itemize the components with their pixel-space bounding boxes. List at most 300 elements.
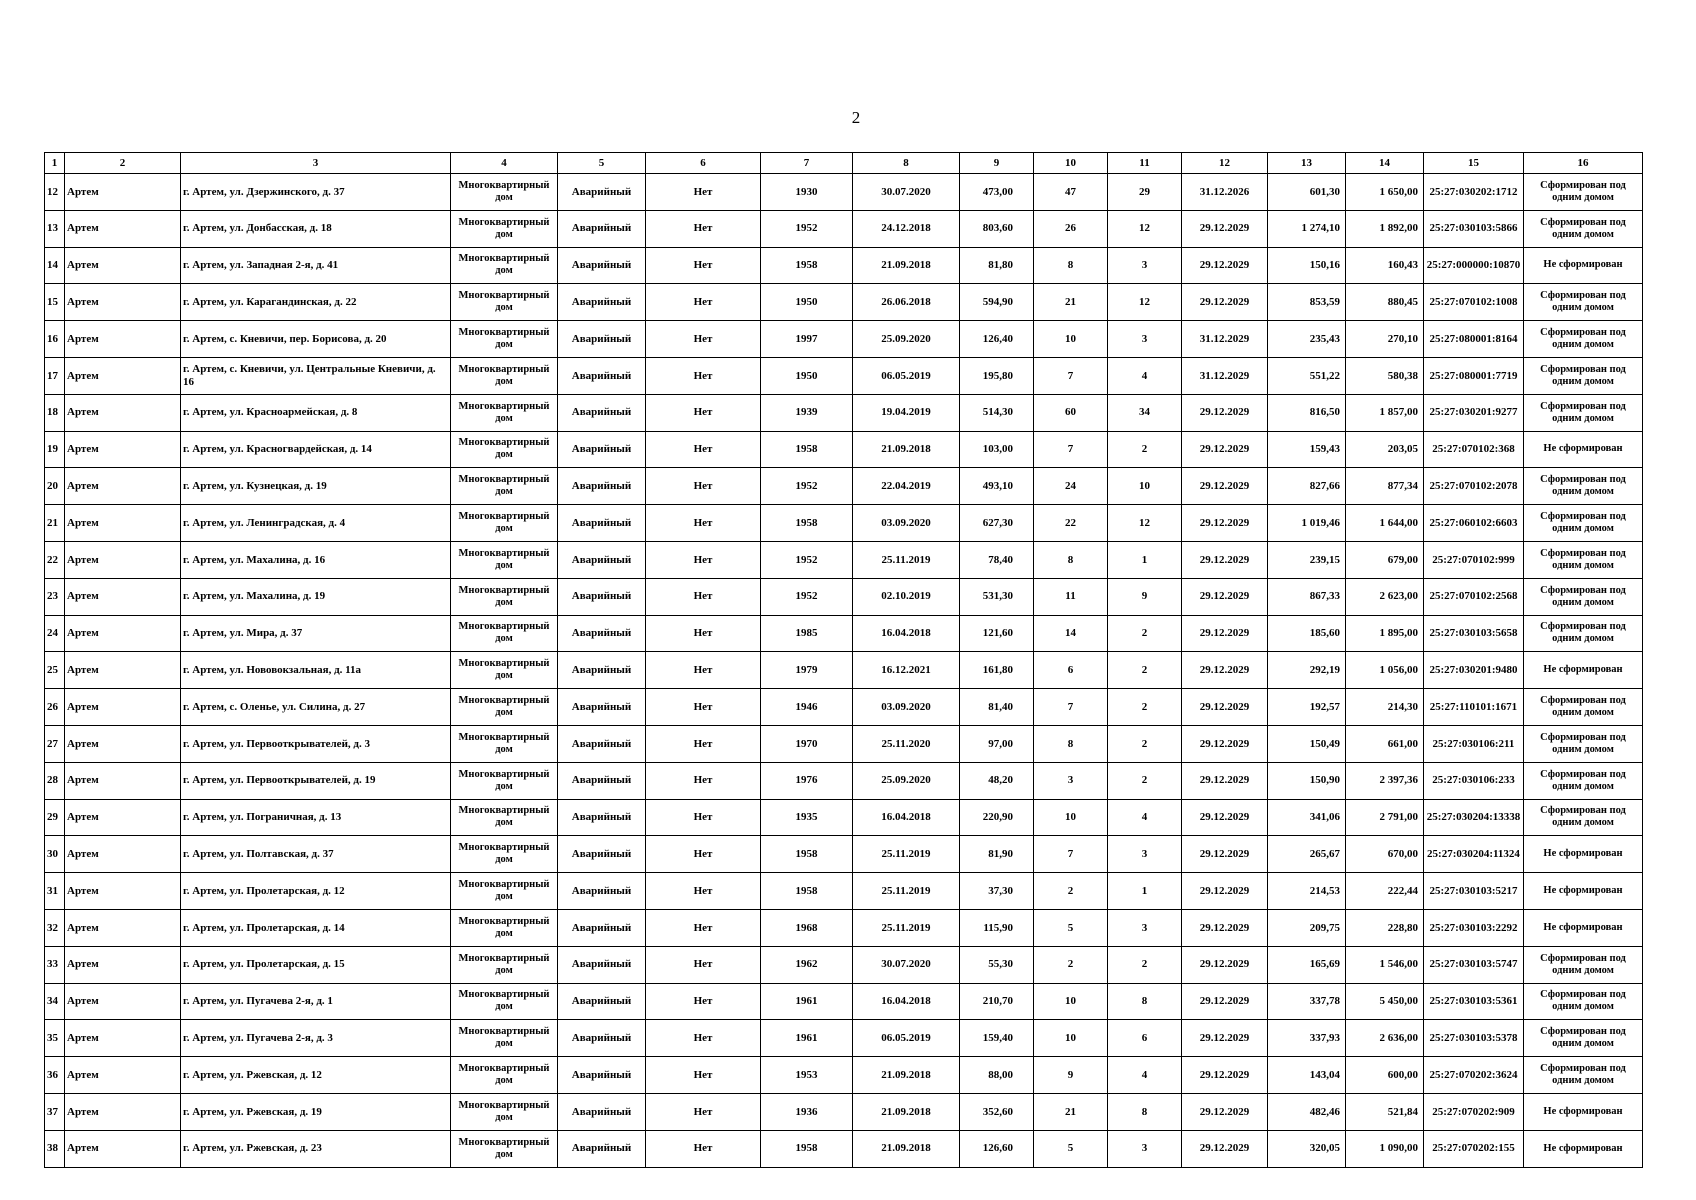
table-cell: 29.12.2029: [1182, 983, 1268, 1020]
table-cell: 25:27:030201:9480: [1424, 652, 1524, 689]
table-cell: 150,49: [1268, 725, 1346, 762]
table-cell: 143,04: [1268, 1057, 1346, 1094]
table-row: [45, 541, 1643, 578]
table-cell: 12: [1108, 284, 1182, 321]
table-cell: г. Артем, ул. Первооткрывателей, д. 3: [181, 725, 451, 762]
table-cell: 31.12.2026: [1182, 174, 1268, 211]
table-cell: 25:27:030103:5658: [1424, 615, 1524, 652]
table-cell: 14: [1034, 615, 1108, 652]
table-cell: Нет: [646, 725, 761, 762]
table-cell: Сформирован под одним домом: [1524, 505, 1643, 542]
table-cell: 25:27:030204:13338: [1424, 799, 1524, 836]
table-cell: 29.12.2029: [1182, 431, 1268, 468]
table-cell: 473,00: [960, 174, 1034, 211]
table-cell: 627,30: [960, 505, 1034, 542]
table-cell: Нет: [646, 431, 761, 468]
table-cell: 25:27:030103:5361: [1424, 983, 1524, 1020]
table-cell: 29.12.2029: [1182, 210, 1268, 247]
table-cell: 1961: [761, 1020, 853, 1057]
table-cell: 38: [45, 1130, 65, 1167]
table-cell: Многоквартирный дом: [451, 541, 558, 578]
table-cell: 31.12.2029: [1182, 321, 1268, 358]
table-cell: 7: [1034, 689, 1108, 726]
table-cell: 1950: [761, 357, 853, 394]
table-row: [45, 1057, 1643, 1094]
table-cell: 29.12.2029: [1182, 725, 1268, 762]
table-cell: 25.11.2019: [853, 836, 960, 873]
table-cell: 827,66: [1268, 468, 1346, 505]
table-cell: 8: [1034, 541, 1108, 578]
table-cell: 29.12.2029: [1182, 578, 1268, 615]
table-cell: 29.12.2029: [1182, 615, 1268, 652]
table-cell: 239,15: [1268, 541, 1346, 578]
table-cell: 37: [45, 1093, 65, 1130]
table-cell: 9: [1034, 1057, 1108, 1094]
table-cell: 25.11.2019: [853, 909, 960, 946]
table-cell: 29.12.2029: [1182, 1093, 1268, 1130]
table-cell: 2: [1034, 873, 1108, 910]
table-cell: 21: [45, 505, 65, 542]
column-header-5: 5: [558, 153, 646, 174]
table-cell: 192,57: [1268, 689, 1346, 726]
table-cell: 29.12.2029: [1182, 247, 1268, 284]
table-cell: 2: [1034, 946, 1108, 983]
table-cell: 25: [45, 652, 65, 689]
table-row: [45, 689, 1643, 726]
table-cell: 24.12.2018: [853, 210, 960, 247]
table-row: [45, 1130, 1643, 1167]
table-cell: 29.12.2029: [1182, 946, 1268, 983]
table-cell: 33: [45, 946, 65, 983]
table-cell: 81,80: [960, 247, 1034, 284]
table-cell: 21: [1034, 284, 1108, 321]
table-cell: 8: [1034, 247, 1108, 284]
table-cell: 1 546,00: [1346, 946, 1424, 983]
table-cell: Не сформирован: [1524, 247, 1643, 284]
table-cell: 30: [45, 836, 65, 873]
table-cell: 103,00: [960, 431, 1034, 468]
table-cell: 21.09.2018: [853, 431, 960, 468]
table-row: [45, 210, 1643, 247]
table-cell: 4: [1108, 1057, 1182, 1094]
table-cell: 36: [45, 1057, 65, 1094]
table-cell: 29: [45, 799, 65, 836]
table-cell: Многоквартирный дом: [451, 210, 558, 247]
table-row: [45, 321, 1643, 358]
table-cell: 60: [1034, 394, 1108, 431]
table-cell: Многоквартирный дом: [451, 468, 558, 505]
table-cell: Аварийный: [558, 505, 646, 542]
table-cell: 25:27:030103:2292: [1424, 909, 1524, 946]
table-cell: 24: [1034, 468, 1108, 505]
table-cell: 78,40: [960, 541, 1034, 578]
table-body: [45, 174, 1643, 1168]
table-cell: 3: [1108, 1130, 1182, 1167]
table-cell: г. Артем, ул. Пролетарская, д. 15: [181, 946, 451, 983]
table-row: [45, 284, 1643, 321]
table-cell: 21.09.2018: [853, 1057, 960, 1094]
table-cell: 126,40: [960, 321, 1034, 358]
table-cell: Сформирован под одним домом: [1524, 1020, 1643, 1057]
table-cell: Нет: [646, 357, 761, 394]
table-cell: 29.12.2029: [1182, 873, 1268, 910]
table-cell: 25:27:030202:1712: [1424, 174, 1524, 211]
table-cell: 2: [1108, 689, 1182, 726]
table-cell: Нет: [646, 1020, 761, 1057]
table-cell: г. Артем, ул. Ржевская, д. 12: [181, 1057, 451, 1094]
table-row: [45, 1020, 1643, 1057]
table-cell: 292,19: [1268, 652, 1346, 689]
table-cell: Артем: [65, 725, 181, 762]
table-cell: 1 090,00: [1346, 1130, 1424, 1167]
table-cell: Нет: [646, 1057, 761, 1094]
table-cell: 4: [1108, 357, 1182, 394]
table-cell: 26: [1034, 210, 1108, 247]
table-cell: 1 857,00: [1346, 394, 1424, 431]
table-cell: 10: [1034, 321, 1108, 358]
table-cell: Артем: [65, 652, 181, 689]
table-cell: Артем: [65, 394, 181, 431]
column-header-7: 7: [761, 153, 853, 174]
table-row: [45, 873, 1643, 910]
table-cell: 1 895,00: [1346, 615, 1424, 652]
table-cell: г. Артем, ул. Западная 2-я, д. 41: [181, 247, 451, 284]
table-cell: Многоквартирный дом: [451, 689, 558, 726]
table-cell: Нет: [646, 1130, 761, 1167]
column-header-13: 13: [1268, 153, 1346, 174]
table-cell: 1936: [761, 1093, 853, 1130]
table-cell: 816,50: [1268, 394, 1346, 431]
table-cell: Аварийный: [558, 357, 646, 394]
table-cell: 22: [45, 541, 65, 578]
table-cell: 3: [1108, 247, 1182, 284]
table-cell: 37,30: [960, 873, 1034, 910]
table-cell: 97,00: [960, 725, 1034, 762]
table-cell: 88,00: [960, 1057, 1034, 1094]
table-cell: 25:27:070202:3624: [1424, 1057, 1524, 1094]
table-cell: Не сформирован: [1524, 1130, 1643, 1167]
column-header-2: 2: [65, 153, 181, 174]
table-cell: Нет: [646, 762, 761, 799]
table-cell: 1 019,46: [1268, 505, 1346, 542]
table-cell: 29.12.2029: [1182, 284, 1268, 321]
table-cell: 1946: [761, 689, 853, 726]
housing-registry-table: [44, 152, 1643, 1168]
table-cell: Артем: [65, 689, 181, 726]
table-cell: 1 056,00: [1346, 652, 1424, 689]
table-cell: 8: [1034, 725, 1108, 762]
table-cell: Артем: [65, 174, 181, 211]
table-cell: 185,60: [1268, 615, 1346, 652]
table-cell: 25:27:000000:10870: [1424, 247, 1524, 284]
table-cell: Не сформирован: [1524, 873, 1643, 910]
table-cell: 594,90: [960, 284, 1034, 321]
table-cell: Аварийный: [558, 799, 646, 836]
table-cell: 25:27:070102:999: [1424, 541, 1524, 578]
table-cell: 126,60: [960, 1130, 1034, 1167]
table-cell: 30.07.2020: [853, 174, 960, 211]
table-cell: 19.04.2019: [853, 394, 960, 431]
table-cell: 10: [1108, 468, 1182, 505]
table-cell: 12: [1108, 210, 1182, 247]
table-cell: 25.09.2020: [853, 321, 960, 358]
table-cell: Аварийный: [558, 909, 646, 946]
table-cell: г. Артем, ул. Пугачева 2-я, д. 3: [181, 1020, 451, 1057]
table-cell: 493,10: [960, 468, 1034, 505]
table-cell: Нет: [646, 210, 761, 247]
table-cell: 1930: [761, 174, 853, 211]
table-cell: 1979: [761, 652, 853, 689]
table-cell: Нет: [646, 836, 761, 873]
column-header-15: 15: [1424, 153, 1524, 174]
table-cell: Аварийный: [558, 394, 646, 431]
table-cell: 210,70: [960, 983, 1034, 1020]
table-cell: Артем: [65, 284, 181, 321]
table-cell: 28: [45, 762, 65, 799]
table-cell: 1958: [761, 836, 853, 873]
table-cell: Аварийный: [558, 578, 646, 615]
table-cell: Сформирован под одним домом: [1524, 210, 1643, 247]
table-cell: 6: [1108, 1020, 1182, 1057]
table-cell: 1 650,00: [1346, 174, 1424, 211]
table-cell: 31: [45, 873, 65, 910]
table-cell: 25.11.2019: [853, 541, 960, 578]
table-cell: 3: [1108, 321, 1182, 358]
table-cell: Нет: [646, 468, 761, 505]
table-cell: Нет: [646, 394, 761, 431]
column-header-4: 4: [451, 153, 558, 174]
table-cell: Артем: [65, 247, 181, 284]
table-row: [45, 247, 1643, 284]
table-cell: 2: [1108, 725, 1182, 762]
table-cell: 25:27:080001:8164: [1424, 321, 1524, 358]
table-cell: Артем: [65, 836, 181, 873]
table-cell: 214,53: [1268, 873, 1346, 910]
table-cell: 1958: [761, 873, 853, 910]
table-cell: 16.04.2018: [853, 799, 960, 836]
table-cell: 16.04.2018: [853, 615, 960, 652]
table-cell: Многоквартирный дом: [451, 357, 558, 394]
table-cell: 32: [45, 909, 65, 946]
table-cell: Аварийный: [558, 468, 646, 505]
table-cell: Нет: [646, 1093, 761, 1130]
table-cell: Аварийный: [558, 541, 646, 578]
table-cell: 35: [45, 1020, 65, 1057]
table-cell: 1 644,00: [1346, 505, 1424, 542]
table-cell: г. Артем, ул. Махалина, д. 19: [181, 578, 451, 615]
table-row: [45, 983, 1643, 1020]
table-cell: 5: [1034, 909, 1108, 946]
table-cell: 214,30: [1346, 689, 1424, 726]
table-cell: 22.04.2019: [853, 468, 960, 505]
table-cell: 25:27:070202:155: [1424, 1130, 1524, 1167]
column-header-12: 12: [1182, 153, 1268, 174]
table-cell: Аварийный: [558, 1093, 646, 1130]
table-cell: 21.09.2018: [853, 247, 960, 284]
table-cell: 1: [1108, 541, 1182, 578]
page-number: 2: [851, 108, 861, 127]
table-cell: 1961: [761, 983, 853, 1020]
table-cell: 29.12.2029: [1182, 394, 1268, 431]
table-cell: 03.09.2020: [853, 505, 960, 542]
table-cell: 1953: [761, 1057, 853, 1094]
table-cell: Многоквартирный дом: [451, 578, 558, 615]
table-cell: 7: [1034, 836, 1108, 873]
table-cell: Артем: [65, 357, 181, 394]
table-cell: Нет: [646, 174, 761, 211]
table-cell: 25:27:030106:233: [1424, 762, 1524, 799]
table-cell: Аварийный: [558, 431, 646, 468]
table-cell: Артем: [65, 210, 181, 247]
table-cell: Нет: [646, 873, 761, 910]
table-cell: 3: [1034, 762, 1108, 799]
table-cell: 21.09.2018: [853, 1093, 960, 1130]
table-cell: Сформирован под одним домом: [1524, 578, 1643, 615]
table-cell: Артем: [65, 1130, 181, 1167]
table-cell: 2 623,00: [1346, 578, 1424, 615]
table-cell: 25:27:070102:368: [1424, 431, 1524, 468]
table-cell: Сформирован под одним домом: [1524, 541, 1643, 578]
table-cell: 25:27:060102:6603: [1424, 505, 1524, 542]
table-cell: 1958: [761, 1130, 853, 1167]
table-cell: Артем: [65, 1057, 181, 1094]
table-cell: 2 636,00: [1346, 1020, 1424, 1057]
table-row: [45, 762, 1643, 799]
table-cell: Нет: [646, 541, 761, 578]
table-cell: Аварийный: [558, 725, 646, 762]
table-cell: г. Артем, ул. Красногвардейская, д. 14: [181, 431, 451, 468]
table-cell: 25.09.2020: [853, 762, 960, 799]
table-cell: 02.10.2019: [853, 578, 960, 615]
column-header-3: 3: [181, 153, 451, 174]
table-row: [45, 357, 1643, 394]
table-cell: 25:27:030204:11324: [1424, 836, 1524, 873]
table-cell: Сформирован под одним домом: [1524, 357, 1643, 394]
table-cell: г. Артем, ул. Карагандинская, д. 22: [181, 284, 451, 321]
table-cell: 1952: [761, 541, 853, 578]
table-cell: 22: [1034, 505, 1108, 542]
table-cell: 25:27:030103:5378: [1424, 1020, 1524, 1057]
table-cell: Сформирован под одним домом: [1524, 174, 1643, 211]
table-cell: Не сформирован: [1524, 431, 1643, 468]
table-cell: 853,59: [1268, 284, 1346, 321]
table-row: [45, 578, 1643, 615]
table-cell: г. Артем, ул. Ленинградская, д. 4: [181, 505, 451, 542]
table-cell: Многоквартирный дом: [451, 505, 558, 542]
table-cell: 1958: [761, 505, 853, 542]
table-cell: г. Артем, с. Кневичи, ул. Центральные Кневичи, д. 16: [181, 357, 451, 394]
table-cell: 16.12.2021: [853, 652, 960, 689]
table-cell: 1952: [761, 578, 853, 615]
table-cell: 16.04.2018: [853, 983, 960, 1020]
table-cell: 1970: [761, 725, 853, 762]
table-cell: 209,75: [1268, 909, 1346, 946]
table-cell: Сформирован под одним домом: [1524, 725, 1643, 762]
table-cell: Сформирован под одним домом: [1524, 689, 1643, 726]
table-cell: 11: [1034, 578, 1108, 615]
table-cell: 5 450,00: [1346, 983, 1424, 1020]
table-cell: г. Артем, с. Оленье, ул. Силина, д. 27: [181, 689, 451, 726]
table-cell: Сформирован под одним домом: [1524, 946, 1643, 983]
table-cell: Многоквартирный дом: [451, 431, 558, 468]
table-cell: Нет: [646, 247, 761, 284]
table-cell: Артем: [65, 1093, 181, 1130]
table-cell: 580,38: [1346, 357, 1424, 394]
table-cell: Не сформирован: [1524, 836, 1643, 873]
table-cell: г. Артем, ул. Махалина, д. 16: [181, 541, 451, 578]
table-cell: 81,40: [960, 689, 1034, 726]
table-cell: 220,90: [960, 799, 1034, 836]
table-cell: Многоквартирный дом: [451, 1130, 558, 1167]
table-cell: Многоквартирный дом: [451, 799, 558, 836]
table-cell: 661,00: [1346, 725, 1424, 762]
table-cell: 21: [1034, 1093, 1108, 1130]
table-cell: 1 892,00: [1346, 210, 1424, 247]
table-cell: 3: [1108, 909, 1182, 946]
table-cell: 337,78: [1268, 983, 1346, 1020]
table-cell: 514,30: [960, 394, 1034, 431]
table-row: [45, 652, 1643, 689]
column-header-6: 6: [646, 153, 761, 174]
column-header-11: 11: [1108, 153, 1182, 174]
table-cell: 159,43: [1268, 431, 1346, 468]
table-cell: 2 791,00: [1346, 799, 1424, 836]
table-cell: 10: [1034, 983, 1108, 1020]
column-header-9: 9: [960, 153, 1034, 174]
table-cell: 601,30: [1268, 174, 1346, 211]
table-row: [45, 725, 1643, 762]
table-cell: 31.12.2029: [1182, 357, 1268, 394]
table-cell: 29.12.2029: [1182, 836, 1268, 873]
table-cell: Аварийный: [558, 1130, 646, 1167]
table-cell: Артем: [65, 578, 181, 615]
table-cell: г. Артем, ул. Полтавская, д. 37: [181, 836, 451, 873]
table-cell: 670,00: [1346, 836, 1424, 873]
table-cell: Не сформирован: [1524, 909, 1643, 946]
table-cell: 2: [1108, 762, 1182, 799]
table-row: [45, 174, 1643, 211]
table-cell: 25:27:030201:9277: [1424, 394, 1524, 431]
table-cell: 29.12.2029: [1182, 799, 1268, 836]
table-cell: 1 274,10: [1268, 210, 1346, 247]
table-cell: Нет: [646, 799, 761, 836]
table-cell: 1952: [761, 210, 853, 247]
table-cell: 29.12.2029: [1182, 689, 1268, 726]
table-cell: Артем: [65, 909, 181, 946]
table-cell: Артем: [65, 873, 181, 910]
table-cell: Артем: [65, 468, 181, 505]
table-cell: г. Артем, с. Кневичи, пер. Борисова, д. 20: [181, 321, 451, 358]
table-cell: 160,43: [1346, 247, 1424, 284]
table-cell: 341,06: [1268, 799, 1346, 836]
table-cell: Нет: [646, 983, 761, 1020]
column-header-16: 16: [1524, 153, 1643, 174]
table-cell: Многоквартирный дом: [451, 1057, 558, 1094]
table-cell: Артем: [65, 983, 181, 1020]
table-cell: Аварийный: [558, 210, 646, 247]
table-cell: Многоквартирный дом: [451, 909, 558, 946]
table-cell: 9: [1108, 578, 1182, 615]
table-cell: 3: [1108, 836, 1182, 873]
table-cell: Многоквартирный дом: [451, 725, 558, 762]
table-cell: 679,00: [1346, 541, 1424, 578]
table-cell: 159,40: [960, 1020, 1034, 1057]
table-cell: 18: [45, 394, 65, 431]
table-header: [45, 153, 1643, 174]
table-row: [45, 505, 1643, 542]
table-cell: 8: [1108, 1093, 1182, 1130]
table-cell: 320,05: [1268, 1130, 1346, 1167]
